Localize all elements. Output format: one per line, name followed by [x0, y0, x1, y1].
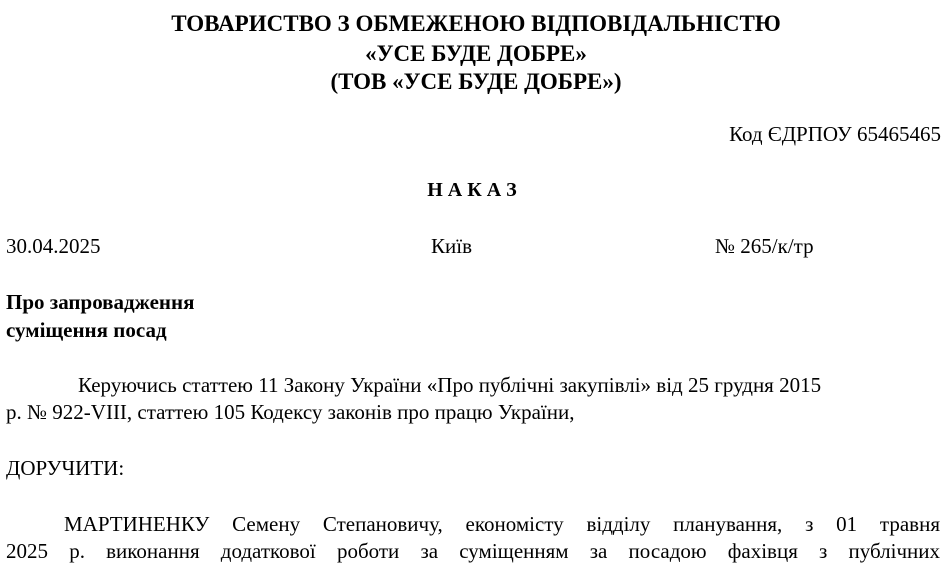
document-title: Н А К А З	[427, 179, 517, 201]
org-name-line2: «УСЕ БУДЕ ДОБРЕ»	[365, 41, 587, 66]
edrpou-code: Код ЄДРПОУ 65465465	[729, 122, 941, 146]
body-line2: 2025 р. виконання додаткової роботи за суміщенням за посадою фахівця з публічних	[6, 539, 940, 563]
preamble-line2: р. № 922-VIII, статтею 105 Кодексу законів про працю України,	[6, 400, 575, 424]
directive-heading: ДОРУЧИТИ:	[6, 456, 125, 480]
body-line1: МАРТИНЕНКУ Семену Степановичу, економісту відділу планування, з 01 травня	[64, 512, 940, 536]
preamble-line1: Керуючись статтею 11 Закону України «Про публічні закупівлі» від 25 грудня 2015	[78, 373, 822, 397]
order-city: Київ	[431, 234, 472, 258]
order-date: 30.04.2025	[6, 234, 101, 258]
subject-line2: суміщення посад	[6, 318, 167, 342]
order-number: № 265/к/тр	[715, 234, 814, 258]
org-name-line1: ТОВАРИСТВО З ОБМЕЖЕНОЮ ВІДПОВІДАЛЬНІСТЮ	[171, 11, 781, 36]
org-short-name: (ТОВ «УСЕ БУДЕ ДОБРЕ»)	[330, 69, 622, 94]
subject-line1: Про запровадження	[6, 290, 195, 314]
